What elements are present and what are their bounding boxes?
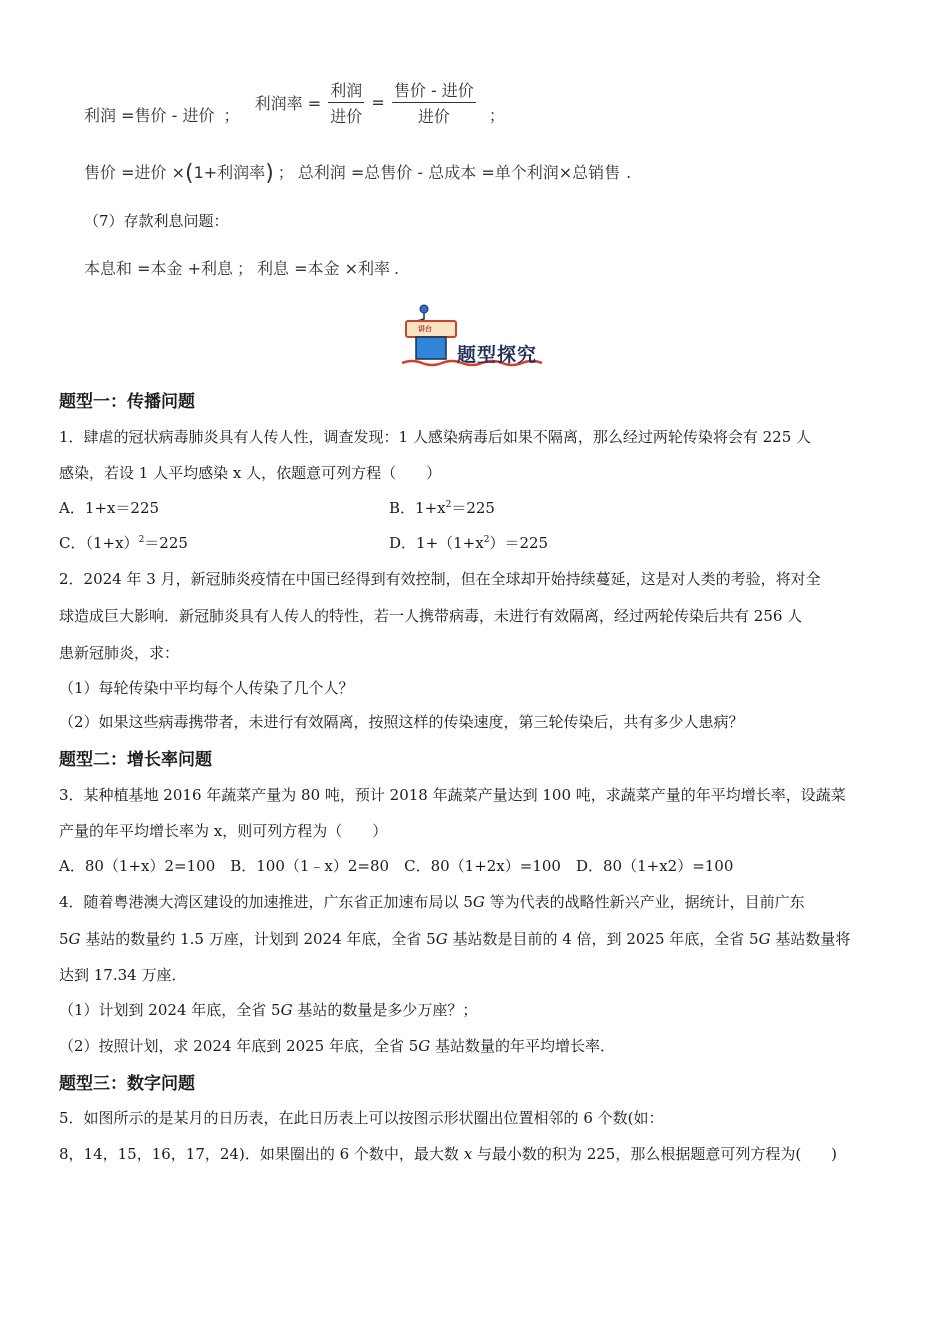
type-2-heading: 题型二：增长率问题 [59,750,212,770]
period: . [626,163,632,182]
price-formula-line [84,160,631,186]
type-3-heading: 题型三：数字问题 [59,1074,195,1094]
italic-g: G [68,930,81,948]
text: 等为代表的战略性新兴产业，据统计，目前广东 [484,893,805,911]
q4-text-line-1 [59,891,805,912]
text: 基站数量的年平均增长率． [430,1037,616,1055]
price-formula-inner: 1+利润率 [193,163,266,182]
q1-text-line-1: 1．肆虐的冠状病毒肺炎具有人传人性，调查发现：1 人感染病毒后如果不隔离，那么经过两轮传染将会有 225 人 [59,428,812,446]
interest-formula: 利息 =本金 ×利率 [257,259,391,278]
equals-sign: = [371,93,385,112]
q4-part-2 [59,1035,615,1056]
q2-text-line-1: 2．2024 年 3 月，新冠肺炎疫情在中国已经得到有效控制，但在全球却开始持续蔓延，这是对人类的考验，将对全 [59,570,821,588]
q3-text-line-2: 产量的年平均增长率为 x，则可列方程为（ ） [59,822,388,840]
q1-option-d [389,532,548,553]
separator: ； [277,163,294,182]
q1-option-b [389,497,495,518]
profit-formula-line [84,78,505,127]
q2-part-1: （1）每轮传染中平均每个人传染了几个人？ [59,679,354,697]
profit-rate-label: 利润率 = [254,94,322,113]
q5-text-line-2 [59,1143,837,1164]
podium-badge-label: 讲台 [418,325,432,333]
fraction-profit-over-cost [328,78,364,127]
q3-text-line-1: 3．某种植基地 2016 年蔬菜产量为 80 吨，预计 2018 年蔬菜产量达到 100 吨，求蔬菜产量的年平均增长率，设蔬菜 [59,786,846,804]
text: （2）按照计划，求 2024 年底到 2025 年底，全省 5 [59,1037,419,1055]
q2-text-line-3: 患新冠肺炎，求： [59,644,180,662]
option-text: D．1+（1+x [389,534,484,552]
q1-option-a: A．1+x＝225 [59,499,160,517]
total-profit-formula: 总利润 =总售价 - 总成本 =单个利润×总销售 [297,163,621,182]
italic-g: G [280,1001,293,1019]
text: （1）计划到 2024 年底，全省 5 [59,1001,281,1019]
italic-g: G [418,1037,431,1055]
option-text: ＝225 [451,499,495,517]
q4-text-line-2 [59,928,850,949]
separator: ； [223,106,240,125]
q4-text-line-3: 达到 17.34 万座． [59,966,187,984]
q2-part-2: （2）如果这些病毒携带者，未进行有效隔离，按照这样的传染速度，第三轮传染后，共有多少人患病？ [59,713,744,731]
option-text: C．（1+x） [59,534,139,552]
paren-open: ( [185,161,194,186]
option-text: B．1+x [389,499,446,517]
text: 基站数量将 [770,930,851,948]
option-text: ）＝225 [489,534,549,552]
text: 基站的数量约 1.5 万座，计划到 2024 年底，全省 5 [80,930,436,948]
q4-part-1 [59,999,477,1020]
principal-interest-formula: 本息和 =本金 +利息 [84,259,233,278]
italic-g: G [435,930,448,948]
q1-option-c [59,532,188,553]
option-text: ＝225 [144,534,188,552]
italic-x: x [463,1145,473,1163]
fraction-numerator: 利润 [328,78,364,103]
italic-g: G [472,893,485,911]
text: 4．随着粤港澳大湾区建设的加速推进，广东省正加速布局以 5 [59,893,473,911]
italic-g: G [758,930,771,948]
q2-text-line-2: 球造成巨大影响．新冠肺炎具有人传人的特性，若一人携带病毒，未进行有效隔离，经过两轮传染后共有 256 人 [59,607,803,625]
period: . [394,259,400,278]
superscript: 2 [483,535,490,545]
text: 与最小数的积为 225，那么根据题意可列方程为( ) [472,1145,838,1163]
superscript: 2 [445,500,452,510]
text: 基站数是目前的 4 倍，到 2025 年底，全省 5 [447,930,759,948]
paren-close: ) [265,161,274,186]
superscript: 2 [138,535,145,545]
separator: ； [237,259,254,278]
fraction-denominator: 进价 [417,107,450,126]
q5-text-line-1: 5．如图所示的是某月的日历表，在此日历表上可以按图示形状圈出位置相邻的 6 个数(如： [59,1109,664,1127]
type-1-heading: 题型一：传播问题 [59,392,195,412]
section-banner-title: 题型探究 [457,344,538,366]
q3-options: A．80（1+x）2=100 B．100（1﹣x）2=80 C．80（1+2x）=100 D．80（1+x2）=100 [59,857,734,875]
interest-formula-line [84,256,399,279]
q1-text-line-2: 感染，若设 1 人平均感染 x 人，依题意可列方程（ ） [59,464,442,482]
text: 8，14，15，16，17，24)．如果圈出的 6 个数中，最大数 [59,1145,464,1163]
price-formula: 售价 =进价 × [84,163,185,182]
section-7-title: （7）存款利息问题： [84,212,229,230]
fraction-price-diff-over-cost [392,78,476,127]
text: 基站的数量是多少万座？； [292,1001,478,1019]
text: 5 [59,930,69,948]
fraction-numerator: 售价 - 进价 [392,78,476,103]
fraction-denominator: 进价 [330,107,363,126]
separator: ； [488,106,505,125]
profit-formula: 利润 =售价 - 进价 [84,106,215,125]
